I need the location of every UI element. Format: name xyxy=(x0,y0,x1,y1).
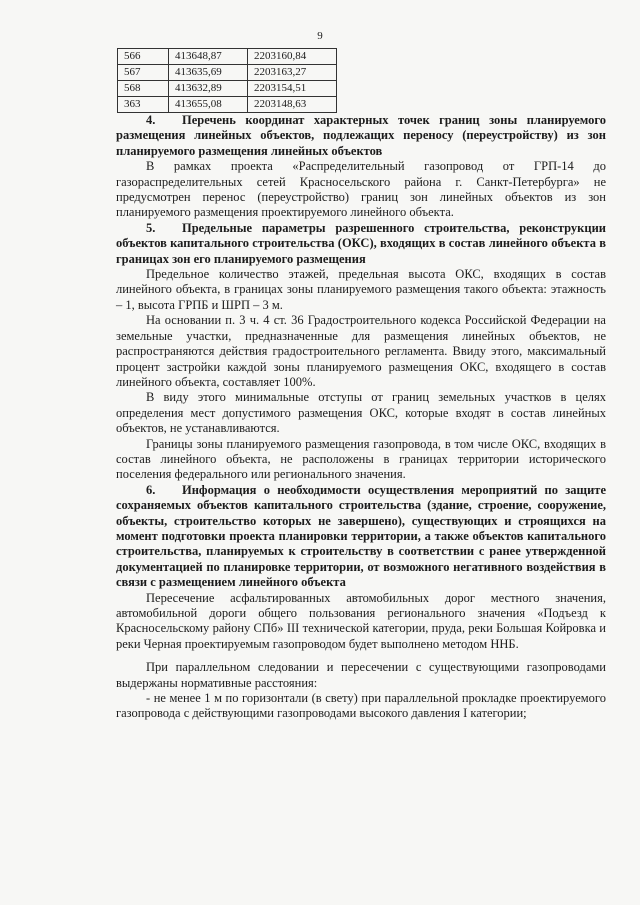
section-number: 4. xyxy=(146,113,156,127)
section-title: Перечень координат характерных точек границ зоны планируемого размещения линейных объектов, подлежащих переносу (переустройству) из зон планируемого размещения линейных объектов xyxy=(116,113,606,158)
table-cell: 413655,08 xyxy=(169,97,248,113)
section-title: Предельные параметры разрешенного строительства, реконструкции объектов капитального строительства (ОКС), входящих в состав линейного объекта в границах зон его планируемого размещения xyxy=(116,220,606,266)
table-cell: 363 xyxy=(118,97,169,113)
paragraph: - не менее 1 м по горизонтали (в свету) при параллельной прокладке проектируемого газопровода с действующими газопроводами высокого давления I категории; xyxy=(116,691,606,721)
section-6-heading xyxy=(116,483,606,591)
paragraph: Границы зоны планируемого размещения газопровода, в том числе ОКС, входящих в состав линейного объекта, не расположены в границах территории исторического поселения федерального или регионального значения. xyxy=(116,436,606,482)
paragraph: На основании п. 3 ч. 4 ст. 36 Градостроительного кодекса Российской Федерации на земельные участки, предназначенные для размещения линейных объектов, не распространяются действия градостроительного регламента. Ввиду этого, максимальный процент застройки каждой зоны планируемого размещения ОКС, входящего в состав линейного объекта, составляет 100%. xyxy=(116,313,606,389)
table-cell: 413632,89 xyxy=(169,81,248,97)
paragraph: В виду этого минимальные отступы от границ земельных участков в целях определения мест допустимого размещения ОКС, которые входят в состав линейных объектов, не устанавливаются. xyxy=(116,390,606,436)
table-cell: 2203160,84 xyxy=(248,49,337,65)
table-row xyxy=(118,81,337,97)
page-number: 9 xyxy=(317,30,323,42)
table-cell: 413648,87 xyxy=(169,49,248,65)
table-row xyxy=(118,97,337,113)
table-cell: 568 xyxy=(118,81,169,97)
section-4-heading xyxy=(116,113,606,159)
paragraph: Пересечение асфальтированных автомобильных дорог местного значения, автомобильной дороги общего пользования регионального значения «Подъезд к Красносельскому району СПб» III технической категории, пруда, реки Большая Койровка и реки Черная проектируемым газопроводом будет выполнено методом ННБ. xyxy=(116,590,606,651)
table-cell: 2203148,63 xyxy=(248,97,337,113)
table-cell: 567 xyxy=(118,65,169,81)
paragraph: При параллельном следовании и пересечении с существующими газопроводами выдержаны нормативные расстояния: xyxy=(116,660,606,690)
paragraph: Предельное количество этажей, предельная высота ОКС, входящих в состав линейного объекта, в границах зоны планируемого размещения такого объекта: этажность – 1, высота ГРПБ и ШРП – 3 м. xyxy=(116,267,606,312)
table-cell: 2203154,51 xyxy=(248,81,337,97)
spacer xyxy=(116,652,606,660)
table-row xyxy=(118,49,337,65)
table-cell: 413635,69 xyxy=(169,65,248,81)
section-number: 6. xyxy=(146,482,156,497)
section-number: 5. xyxy=(146,220,156,235)
section-title: Информация о необходимости осуществления мероприятий по защите сохраняемых объектов капитального строительства (здание, строение, сооружение, объекты, строительство которых не завершено), существующих и строящихся на момент подготовки проекта планировки территории, а также объектов капитального строительства, планируемых к строительству в соответствии с ранее утвержденной документацией по планировке территории, от возможного негативного воздействия в связи с размещением линейного объекта xyxy=(116,482,606,590)
table-cell: 2203163,27 xyxy=(248,65,337,81)
paragraph: В рамках проекта «Распределительный газопровод от ГРП-14 до газораспределительных сетей Красносельского района г. Санкт-Петербурга» не предусмотрен перенос (переустройство) границ зон линейных объектов из зон планируемого размещения проектируемого линейного объекта. xyxy=(116,159,606,220)
section-5-heading xyxy=(116,221,606,267)
table-row xyxy=(118,65,337,81)
table-cell: 566 xyxy=(118,49,169,65)
coordinates-table xyxy=(117,48,337,113)
